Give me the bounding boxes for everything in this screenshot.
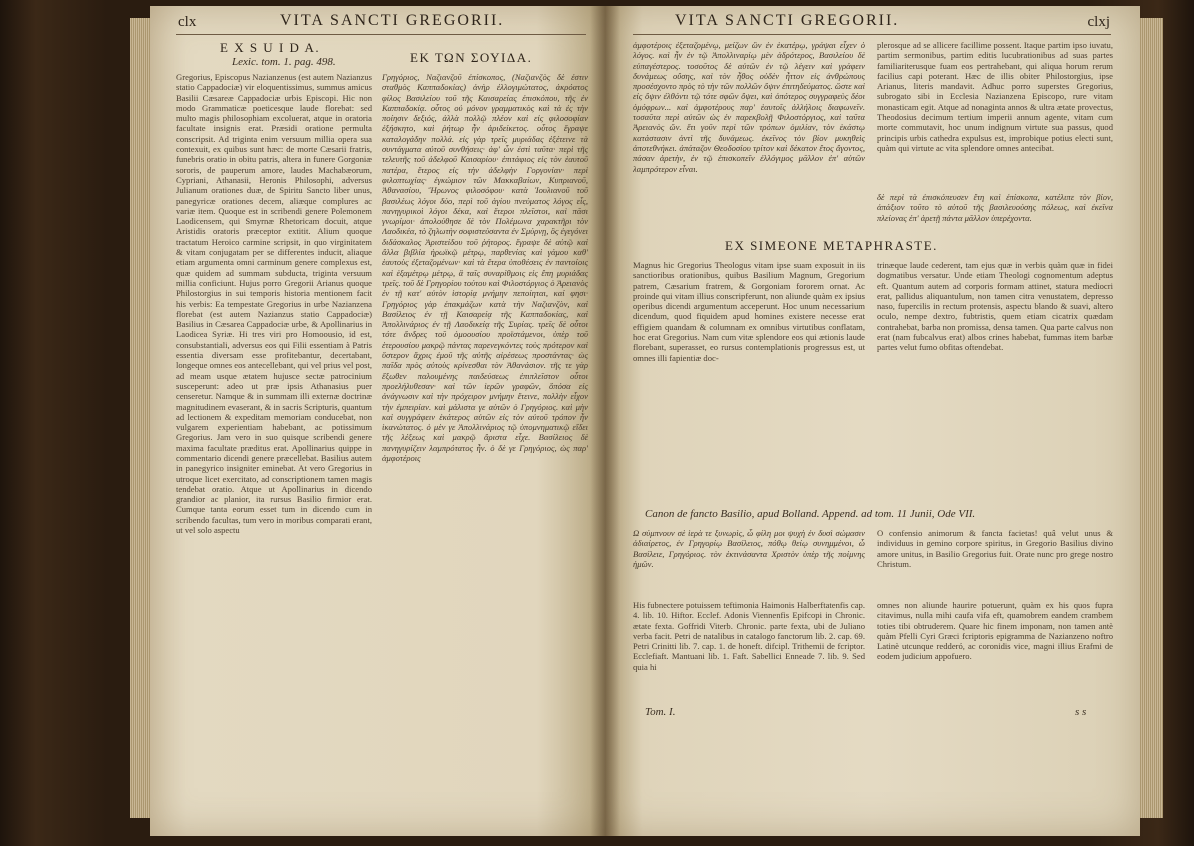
greek-heading-suida: ΕΚ ΤΩΝ ΣΟΥΙΔΑ.: [410, 50, 533, 65]
greek-column-top-right: δὲ περὶ τὰ ἐπισκόπευσεν ἔτη καὶ ἐπίσκοπα, κατέλιπε τὸν βίον, ἀπάξιον τοῦτο τὸ αὐτοῦ τῆς βασιλευούσης πόλεως, καὶ ἐκεῖνα πλείονας ἐπ' ἀρετῇ πάντα μᾶλλον ὑπερέχοντα.: [877, 192, 1113, 223]
book-gutter-shadow: [590, 6, 620, 836]
right-head-rule: [633, 34, 1111, 35]
latin-column-top: plerosque ad se allicere facillime possent. Itaque partim ipso iuvatu, partim sermonibus, partim editis lucubrationibus ad suas partes familiariterusque fuam eos pertrahebant, qui aliqua horum rerum facilius capi poterant. Hæc de illis obiter Philostorgius, ipse Arianus, literis mandavit. Adhuc porro superstes Gregorius, subrogato sibi in Ecclesia Nazianzena Episcopo, rure vitam monasticam egit. Atque ad nonaginta annos & ultra ætate provectus, Theodosius decimum tertium imperii annum agente, vitam cum morte commutavit, hoc unum indignum virtute sua passus, quod principis urbis cathedra expulsus est, improbique potius electi sunt, quàm qui virtute ac vita splendore omnes antecibat.: [877, 40, 1113, 153]
greek-column-top: ἀμφοτέροις ἐξεταζομένῳ, μείζων ὢν ἐν ἑκατέρῳ, γράψαι εἶχεν ὁ λόγος. καὶ ἦν ἐν τῷ Ἀπολλιναρίῳ μὲν ἁδρότερος, Βασιλείου δὲ εὐπαγέστερος. τοσοῦτος δὲ αὐτῶν ἐν τῷ λέγειν καὶ γράφειν δυνάμεως οὔσης, καὶ τὸν ἦθος οὐδὲν ἦττον εἰς ἀνθρώπους προσέσχοντο πρὸς τὸ τὴν τῶν πολλῶν ὄψιν ἐπιτηδεύματος. ὥστε καὶ εἰς ὄψιν ἐλθόντι τῷ τότε σφῶν ὄψει, καὶ ὀπότερος συγγραφεὺς δέοι ὁμόφρων... καὶ ἀμφοτέρους παρ' ἑαυτοῖς ἀλλήλοις διαφωνεῖν. τοσαῦτα περὶ αὐτῶν ὡς ἐν παρεκβολῇ Φιλοστόργιος, καὶ ταῦτα Ἀρειανὸς ὤν. ἔτι γοῦν περὶ τῶν τρόπων ὁμιλίαν, τὸν ἑκάστῳ κατάστασιν ἀντὶ τῆς δυνάμεως. ἐκεῖνος τὸν βίον μυκηθεὶς ἀποτεθνήκει. ἀπάταζον Θεοδοσίου τρίτον καὶ δέκατον ἔτος ἄγοντος, πάσαν ἀρετὴν, ἐν τῷ ἐπισκοπεῖν ἐλλόγιμος μᾶλλον ἐπ' αὐτῶν λαμπρότερον εἶναι.: [633, 40, 865, 174]
greek-column-suida: Γρηγόριος, Ναζιανζοῦ ἐπίσκοπος, (Ναζιανζὸς δὲ ἐστιν σταθμὸς Καππαδοκίας) ἀνὴρ ἐλλογιμώτατος, ἀκρόατος φίλος Βασιλείου τοῦ τῆς Καισαρείας ἐπισκόπου, τῆς ἐν Καππαδοκίᾳ. οὗτος οὐ μόνον γραμματικὸς καὶ τὰ ἐς τὴν ποίησιν δεξιός, ἀλλὰ πολλῷ πλέον καὶ εἰς φιλοσοφίαν ἐξήσκητο, καὶ ῥήτωρ ἦν ἀριδείκετος. οὗτος ἔγραψε καταλογάδην πολλά. εἰς γὰρ τρεῖς μυριάδας ἐξέτεινε τὰ συντάγματα αὐτοῦ συνθήσεις· ἀφ' ὧν ἐστὶ ταῦτα· περὶ τῆς τελευτῆς τοῦ ἀδελφοῦ Καισαρίου· ἐπιτάφιος εἰς τὸν ἑαυτοῦ πατέρα, ἕτερος εἰς τὴν ἀδελφὴν Γοργονίαν· περὶ φιλοπτωχίας· ἐγκώμιον τῶν Μακκαβαίων, Κυπριανοῦ, Ἀθανασίου, Ἥρωνος φιλοσόφου· κατὰ Ἰουλιανοῦ τοῦ βασιλέως λόγοι δύο, περὶ τοῦ ἁγίου πνεύματος λόγος εἷς, πανηγυρικοὶ λόγοι δέκα, καὶ ἕτεροι πλεῖστοι, καὶ πᾶσι γνωρίμοι· ἀπολούθησε δὲ τὸν Πολέμωνα χαρακτῆρι τὸν Λαοδικέα, τὸ ζηλωτὴν σοφιστεύσαντα ἐν Σμύρνῃ, ὃς ἐγεγόνει διδάσκαλος Ἀριστείδου τοῦ ῥήτορος. ἔγραψε δὲ αὐτῷ καὶ ἄλλα βιβλία ἡρωϊκῷ μέτρῳ, παρθενίας καὶ γάμου καθ' ἑαυτοὺς ἐξεταζομένων· καὶ τὰ ἕτερα ὑποθέσεις ἐν παντοίοις καὶ ἑξαμέτρῳ μέτρῳ, ἃ ταῖς συναρίθμοις εἰς ἔπη μυριάδας τρεῖς. τοῦ δὲ Γρηγορίου τούτου καὶ Φιλοστόργιος ὁ Ἀρειανὸς ἐν τῇ κατ' αὐτὸν ἱστορίᾳ μνήμην πεποίηται, καί φησι· Γρηγόριος γὰρ ἐπακμάζων κατὰ τὴν Ναζιανζὸν, καὶ Βασίλειος ἐν τῇ Καισαρείᾳ τῆς Καππαδοκίας, καὶ Ἀπολλινάριος ἐν τῇ Λαοδικείᾳ τῆς Συρίας. τρεῖς δὲ οὗτοι τότε ἄνδρες τοῦ ὁμοουσίου προϊστάμενοι, ὑπὲρ τοῦ ἑτερουσίου μακρῷ πάντας παρενεγκόντες τοὺς πρότερον καὶ ὕστερον ἄχρις ἐμοῦ τῆς αὐτῆς αἱρέσεως προστάντας· ὡς παῖδα πρὸς αὐτοὺς κρίνεσθαι τὸν Ἀθανάσιον. τῆς τε γὰρ ἔξωθεν παλουμένης παιδεύσεως ἐπιπλεῖστον οὗτοι προελήλυθεσαν· καὶ τῶν ἱερῶν γραφῶν, ὅπόσα εἰς ἀνάγνωσιν καὶ τὴν πρόχειρον μνήμην ἔτεινε, πολλὴν εἶχον τὴν ἐμπειρίαν. καὶ μάλιστα γε αὐτῶν ὁ Γρηγόριος. καὶ μὴν καὶ συγγράφειν ἑκάτερος αὐτῶν εἰς τὸν αὐτοῦ τρόπον ἦν ἱκανώτατος. ὁ μὲν γε Ἀπολλινάριος τῷ ὑπομνηματικῷ εἴδει τῆς λέξεως καὶ μακρῷ ἄριστα εἶχε. Βασίλειος δὲ πανηγυρίζειν λαμπρότατος ἦν. ὁ δὲ γε Γρηγόριος, ὡς παρ' ἀμφοτέροις: [382, 72, 588, 463]
page-signature-right: s s: [1075, 706, 1087, 718]
left-folio-number: clx: [178, 14, 197, 30]
latin-column-suida: Gregorius, Episcopus Nazianzenus (est autem Nazianzus statio Cappadociæ) vir eloquentissimus, summus amicus Basilii Cæsareæ Cappadociæ urbis Episcopi. Hic non modo Grammaticæ poeticesque laude florebat: sed multo magis philosophiam excoluerat, atque in oratoria facultate insignis erat. Præsidi oratione permulta conscripsit. Ad triginta enim versuum millia opera sua contexuit, ex quibus sunt hæc: de morte Cæsarii fratris, funebris oratio in obitu patris, altera in funere Gorgoniæ sororis, de pauperum amore, laudes Machabæorum, Cypriani, Athanasii, Heronis Philosophi, adversus Julianum orationes duæ, de Spiritu Sancto liber unus, panegyricæ orationes decem, aliæque complures ac variæ item. Quoque est in scribendi genere Polemonem Laodicensem, qui Smyrnæ Rhetoricam docuit, atque Aristidis oratoris præceptor extitit. Alium quoque tractatum Heroico carmine scripsit, in quo virginitatem & vitam conjugatam per se differentes inducit, aliaque etiam argumenta omni carminum genere complexus est, quæ quidem ad summam subducta, triginta versuum millia conficiunt. Hujus porro Gregorii Arianus quoque Philostorgius in sui temporis historia mentionem facit his verbis: Ea tempestate Gregorius in urbe Nazianzena florebat (est autem Nazianzus statio Cappadociæ) Basilius in Cæsarea Cappadociæ urbe, & Apollinarius in Laodicea Syriæ. Hi tres viri pro Homoousio, id est, consubstantiali, adversus eos qui Filii essentiam à Patris essentia diversam esse profitebantur, decertabant, longeque omnes eos antecellebant, qui vel prius vel post, ad meam usque ætatem hujusce sectæ patrocinium susceperunt: adeo ut præ ipsis Athanasius puer censeretur. Namque & in summam illi externæ doctrinæ magnitudinem evaserant, & in sacris Scripturis, quantum ad lectionem & expeditam memoriam conducebat, non vulgarem experientiam habebant, ac potissimum Gregorius. Jam vero in suo quisque scribendi genere maxima facultate præditus erat. Apollinarius quippe in commentario dicendi genere præcellebat. Basilius autem in panegyrico insigniter eminebat. At vero Gregorius in utroque licet exercitato, ad conscriptionem tamen magis tendebat oratio. Atque ut Apollinarius in dicendo grandior ac planior, ita rursus Basilio firmior erat. Cumque tanta eorum esset tum in dicendo cum in scribendo facultas, tum vero in moribus comparati erant, ut vel solo aspectu: [176, 72, 372, 536]
left-page: [150, 6, 605, 836]
bottom-left-column: His fubnectere potuissem teftimonia Haimonis Halberftatenfis cap. 4. lib. 10. Hiftor. Ecclef. Adonis Viennenfis Epifcopi in Chronic. ætate fexta. Goffridi Viterb. Chronic. parte fexta, ubi de Juliano verba facit. Petri de natalibus in catalogo fanctorum lib. 2. cap. 69. Petri Crinitti lib. 7. cap. 1. de honeft. difcipl. Trithemii de fcriptor. Ecclefiaft. Mantuani lib. 1. Faft. Sabellici Enneade 7. lib. 9. Sed quia hi: [633, 600, 865, 672]
bottom-right-column: omnes non aliunde haurire potuerunt, quàm ex his quos fupra citavimus, nulla mihi caufa vifa eft, quamobrem eandem crambem toties tibi obtruderem. Quare hic finem imponam, non tamen antè quàm Pfelli Cyri Græci fcriptoris epigramma de Nazianzeno noftro Latinè utcunque redderó, ac coronidis vice, magni illius Erafmi de eodem judicium appofuero.: [877, 600, 1113, 662]
canon-heading: Canon de fancto Basilio, apud Bolland. Append. ad tom. 11 Junii, Ode VII.: [645, 508, 976, 520]
metaphraste-right-column: trinæque laude cederent, tam ejus quæ in verbis quàm quæ in fidei dogmatibus versatur. Unde etiam Theologi cognomentum adeptus eft. Quantum autem ad corporis formam attinet, statura mediocri erat, pallidus aliquantulum, non tamen citra venustatem, depresso naso, fupercilis in rectum protensis, aspectu blando & suavi, altero oculo, nempe dextro, fubtristis, quem etiam cicatrix quædam contrahebat, barba non promissa, densa tamen. Qua parte calvus non erat (nam fubcalvus erat) albos crines habebat, fummas item barbæ partes velut fumo obfitas oftendebat.: [877, 260, 1113, 353]
metaphraste-left-column: Magnus hic Gregorius Theologus vitam ipse suam exposuit in iis sanctioribus orationibus, quibus Basilium Magnum, Gregorium patrem, Cæsarium fratrem, & Gorgoniam fororem ornat. Ac proinde qui vitam illius conscripferunt, non aliunde quàm ex ipsius operibus dicendi argumentum acceperunt. Hoc unum necessarium dicendum, quod fiquidem apud homines existere necesse erat effigiem quandam & columnam ex omnibus virtutibus conflatam, hoc erat Gregorius. Nam cum vitæ splendore eos qui ætionis laude florebant, superasset, eo rursus contemplationis progressus est, ut omnes illi fapientiæ doc-: [633, 260, 865, 363]
right-running-title: VITA SANCTI GREGORII.: [675, 12, 900, 29]
latin-subheading-lexic: Lexic. tom. 1. pag. 498.: [232, 56, 336, 68]
left-head-rule: [176, 34, 586, 35]
latin-heading-suida: E X S U I D A.: [220, 40, 321, 55]
page-edges-left: [130, 18, 152, 818]
canon-latin-column: O confensio animorum & fancta facietas! quâ velut unus & individuus in gemino corpore spiritus, in Gregorio Basilius divino amore unitus, in Basilio Gregorius fuit. Orate nunc pro grege nostro Christum.: [877, 528, 1113, 569]
metaphraste-heading: EX SIMEONE METAPHRASTE.: [725, 238, 938, 253]
right-page: [605, 6, 1140, 836]
left-running-title: VITA SANCTI GREGORII.: [280, 12, 505, 29]
right-folio-number: clxj: [1087, 14, 1110, 30]
page-signature-left: Tom. I.: [645, 706, 676, 718]
canon-greek-column: Ω σύμπνουν σὲ ἱερὰ τε ξυνωρὶς, ὦ φίλη μοι ψυχὴ ἐν δυσὶ σώμασιν ἀδιαίρετος, ἐν Γρηγορίῳ Βασίλειος, πόθῳ θείῳ συνημμένοι, ὦ Βασίλειε, Γρηγόριος. τὸν ἐκτινάσαντα Χριστὸν ὑπὲρ τῆς ποίμνης ἡμῶν.: [633, 528, 865, 569]
